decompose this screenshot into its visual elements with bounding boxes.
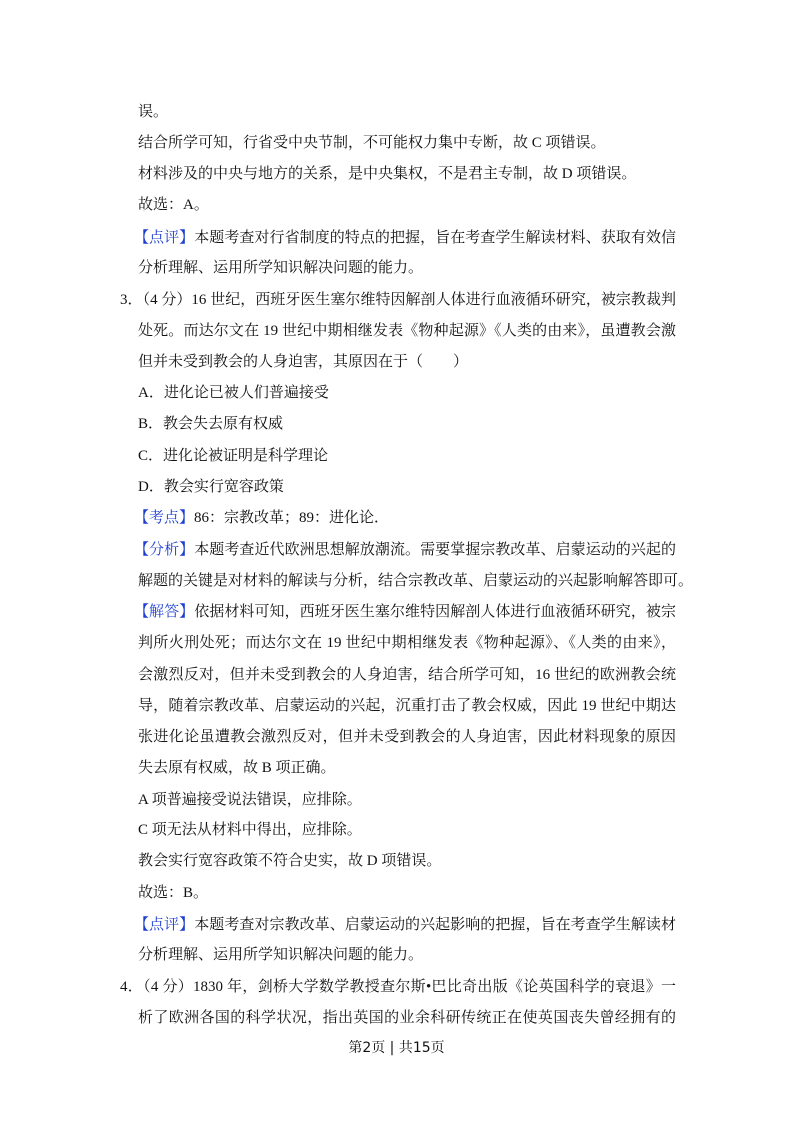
question-number: 4． (120, 979, 144, 995)
question-line (120, 976, 676, 998)
line-text: 依据材料可知，西班牙医生塞尔维特因解剖人体进行血液循环研究，被宗 (194, 604, 676, 620)
text-line (138, 789, 676, 811)
text-line (138, 570, 694, 592)
line-text: 故选：B。 (138, 885, 209, 901)
line-text: A．进化论已被人们普遍接受 (138, 385, 329, 401)
line-text: 教会实行宽容政策不符合史实，故 D 项错误。 (138, 853, 442, 869)
text-line (138, 882, 676, 904)
text-line (138, 382, 676, 404)
text-line (138, 944, 676, 966)
section-tag: 【点评】 (134, 917, 195, 933)
text-line (138, 819, 676, 841)
text-line (138, 757, 676, 779)
line-text: 分析理解、运用所学知识解决问题的能力。 (138, 260, 424, 276)
line-text: 判所火刑处死；而达尔文在 19 世纪中期相继发表《物种起源》、《人类的由来》， (138, 635, 676, 651)
line-text: C 项无法从材料中得出，应排除。 (138, 822, 362, 838)
line-text: 析了欧洲各国的科学状况，指出英国的业余科研传统正在使英国丧失曾经拥有的 (138, 1010, 676, 1026)
section-tag: 【点评】 (134, 230, 195, 246)
line-text: 处死。而达尔文在 19 世纪中期相继发表《物种起源》《人类的由来》，虽遭教会激 (138, 323, 676, 339)
section-line (134, 601, 676, 623)
line-text: 本题考查对宗教改革、启蒙运动的兴起影响的把握，旨在考查学生解读材 (194, 917, 676, 933)
line-text: 会激烈反对，但并未受到教会的人身迫害，结合所学可知，16 世纪的欧洲教会统 (138, 667, 676, 683)
line-text: 本题考查近代欧洲思想解放潮流。需要掌握宗教改革、启蒙运动的兴起的 (194, 542, 676, 558)
line-text: 结合所学可知，行省受中央节制，不可能权力集中专断，故 C 项错误。 (138, 135, 606, 151)
section-tag: 【分析】 (134, 542, 195, 558)
page-footer: 第2页 | 共15页 (348, 1040, 445, 1056)
question-number: 3． (120, 292, 143, 308)
line-text: 但并未受到教会的人身迫害，其原因在于（ ） (138, 354, 469, 370)
text-line (138, 132, 676, 154)
line-text: （4 分）1830 年，剑桥大学数学教授查尔斯•巴比奇出版《论英国科学的衰退》一 (143, 979, 676, 995)
line-text: 故选：A。 (138, 197, 209, 213)
text-line (138, 445, 676, 467)
line-text: 分析理解、运用所学知识解决问题的能力。 (138, 947, 424, 963)
line-text: C．进化论被证明是科学理论 (138, 448, 329, 464)
line-text: 张进化论虽遭教会激烈反对，但并未受到教会的人身迫害，因此材料现象的原因 (138, 729, 676, 745)
section-tag: 【解答】 (134, 604, 195, 620)
text-line (138, 695, 676, 717)
line-text: 失去原有权威，故 B 项正确。 (138, 760, 336, 776)
text-line (138, 850, 676, 872)
line-text: 导，随着宗教改革、启蒙运动的兴起，沉重打击了教会权威，因此 19 世纪中期达 (138, 698, 676, 714)
text-line (138, 194, 676, 216)
text-line (138, 257, 676, 279)
question-line (120, 289, 676, 311)
line-text: 解题的关键是对材料的解读与分析，结合宗教改革、启蒙运动的兴起影响解答即可。 (138, 573, 694, 589)
text-line (138, 664, 676, 686)
line-text: （4 分）16 世纪，西班牙医生塞尔维特因解剖人体进行血液循环研究，被宗教裁判 (142, 292, 676, 308)
text-line (138, 163, 676, 185)
section-line (134, 507, 676, 529)
text-line (138, 101, 676, 123)
line-text: D．教会实行宽容政策 (138, 479, 284, 495)
line-text: 86：宗教改革；89：进化论． (194, 510, 390, 526)
text-line (138, 476, 676, 498)
text-line (138, 726, 676, 748)
section-line (134, 914, 676, 936)
line-text: B．教会失去原有权威 (138, 416, 284, 432)
line-text: 材料涉及的中央与地方的关系，是中央集权，不是君主专制，故 D 项错误。 (138, 166, 637, 182)
text-line (138, 632, 676, 654)
section-tag: 【考点】 (134, 510, 195, 526)
line-text: A 项普遍接受说法错误，应排除。 (138, 792, 362, 808)
section-line (134, 227, 676, 249)
text-line (138, 320, 676, 342)
text-line (138, 351, 676, 373)
line-text: 误。 (138, 104, 169, 120)
section-line (134, 539, 676, 561)
text-line (138, 413, 676, 435)
text-line (138, 1007, 676, 1029)
line-text: 本题考查对行省制度的特点的把握，旨在考查学生解读材料、获取有效信 (194, 230, 676, 246)
